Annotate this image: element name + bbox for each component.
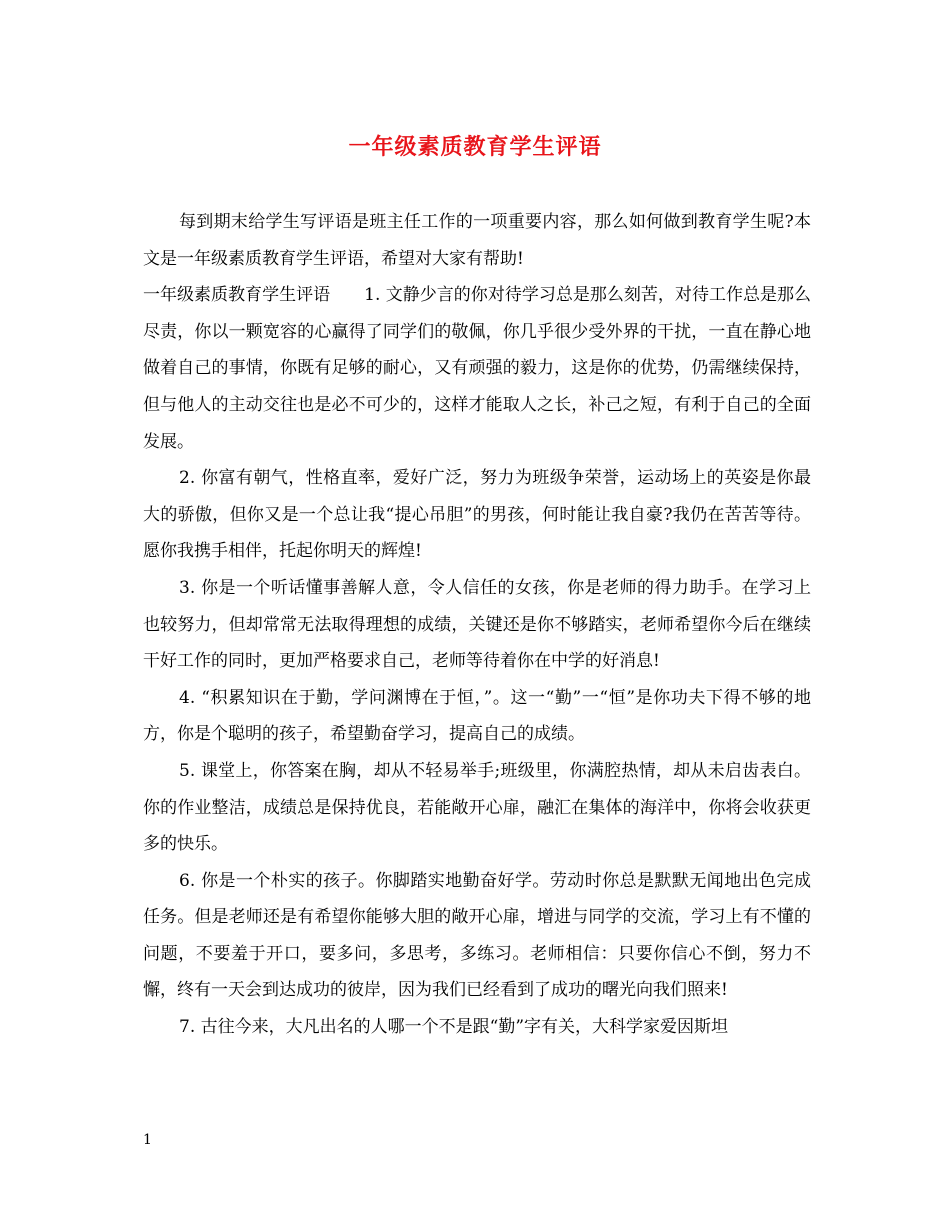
- comment-paragraph-6: 6. 你是一个朴实的孩子。你脚踏实地勤奋好学。劳动时你总是默默无闻地出色完成任务。但是老师还是有希望你能够大胆的敞开心扉，增进与同学的交流，学习上有不懂的问题，不要羞于开口，要多问，多思考，多练习。老师相信：只要你信心不倒，努力不懈，终有一天会到达成功的彼岸，因为我们已经看到了成功的曙光向我们照来!: [143, 870, 811, 1001]
- comment-paragraph-5: 5. 课堂上，你答案在胸，却从不轻易举手;班级里，你满腔热情，却从未启齿表白。你的作业整洁，成绩总是保持优良，若能敞开心扉，融汇在集体的海洋中，你将会收获更多的快乐。: [143, 760, 811, 855]
- comment-paragraph-7: 7. 古往今来，大凡出名的人哪一个不是跟“勤”字有关，大科学家爱因斯坦: [179, 1017, 729, 1038]
- comment-paragraph-4: 4. “积累知识在于勤，学问渊博在于恒，”。这一“勤”一“恒”是你功夫下得不够的地方，你是个聪明的孩子，希望勤奋学习，提高自己的成绩。: [143, 687, 811, 745]
- document-title: 一年级素质教育学生评语: [348, 134, 602, 160]
- page-number: 1: [143, 1132, 152, 1148]
- intro-paragraph: 每到期末给学生写评语是班主任工作的一项重要内容，那么如何做到教育学生呢?本文是一年级素质教育学生评语，希望对大家有帮助!: [143, 212, 811, 269]
- comment-paragraph-3: 3. 你是一个听话懂事善解人意，令人信任的女孩，你是老师的得力助手。在学习上也较努力，但却常常无法取得理想的成绩，关键还是你不够踏实，老师希望你今后在继续干好工作的同时，更加严格要求自己，老师等待着你在中学的好消息!: [143, 577, 811, 672]
- comment-paragraph-1: 一年级素质教育学生评语 1. 文静少言的你对待学习总是那么刻苦，对待工作总是那么尽责，你以一颗宽容的心赢得了同学们的敬佩，你几乎很少受外界的干扰，一直在静心地做着自己的事情，你既有足够的耐心，又有顽强的毅力，这是你的优势，仍需继续保持，但与他人的主动交往也是必不可少的，这样才能取人之长，补己之短，有利于自己的全面发展。: [143, 285, 811, 452]
- document-body: [143, 204, 811, 1046]
- comment-paragraph-2: 2. 你富有朝气，性格直率，爱好广泛，努力为班级争荣誉，运动场上的英姿是你最大的骄傲，但你又是一个总让我“提心吊胆”的男孩，何时能让我自豪?我仍在苦苦等待。愿你我携手相伴，托起你明天的辉煌!: [143, 468, 811, 562]
